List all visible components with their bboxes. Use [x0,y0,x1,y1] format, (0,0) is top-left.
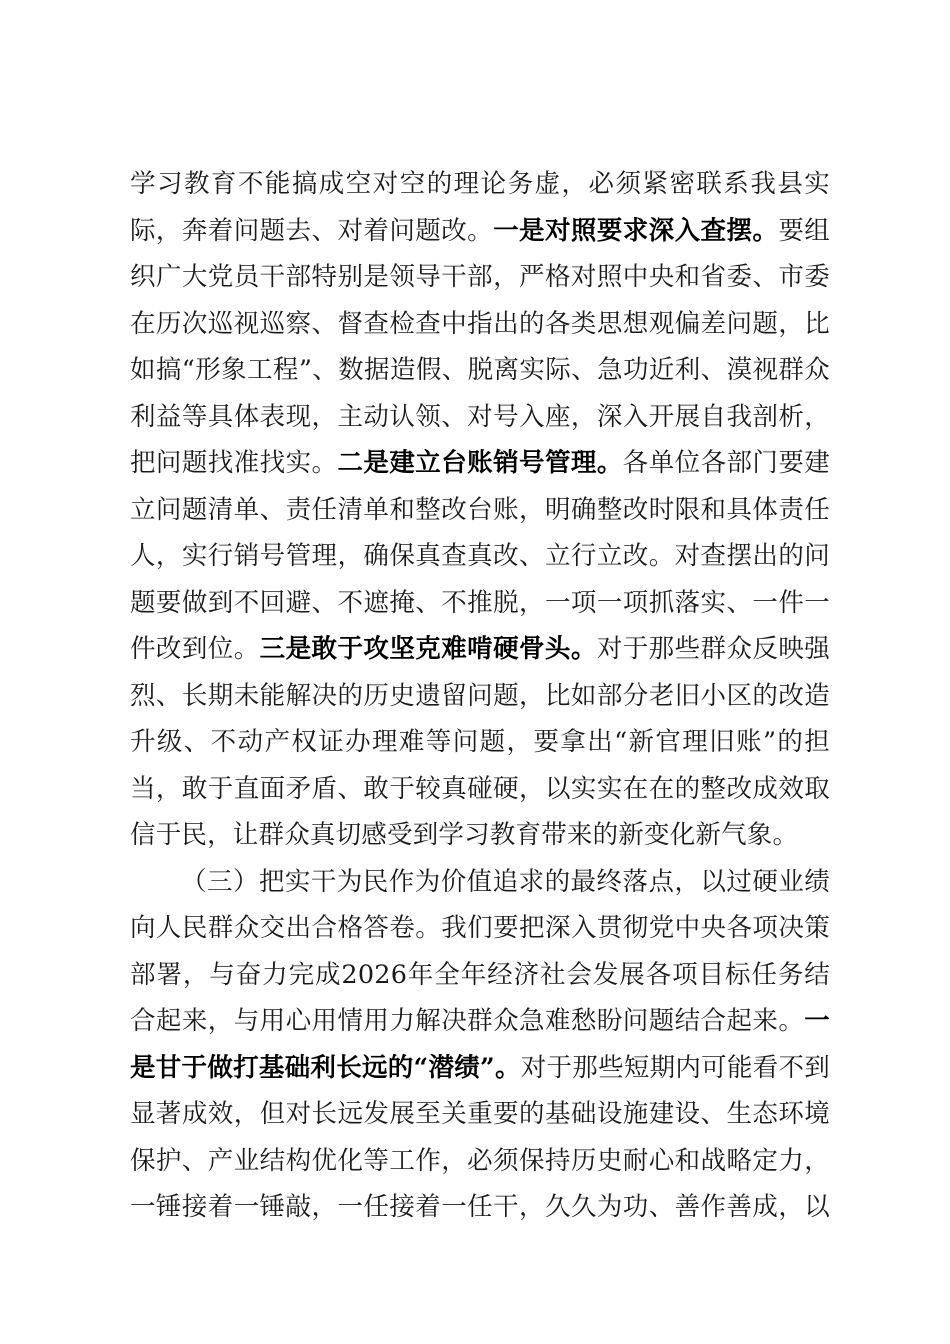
bold-heading-2: 二是建立台账销号管理。 [337,448,623,478]
text-segment: 对于那些群众反映强烈、长期未能解决的历史遗留问题，比如部分老旧小区的改造升级、不动产权证办理难等问题，要拿出“新官理旧账”的担当，敢于直面矛盾、敢于较真碰硬，以实实在在的整改成效取信于民，让群众真切感受到学习教育带来的新变化新气象。 [130,634,830,850]
text-segment: 要组织广大党员干部特别是领导干部，严格对照中央和省委、市委在历次巡视巡察、督查检查中指出的各类思想观偏差问题，比如搞“形象工程”、数据造假、脱离实际、急功近利、漠视群众利益等具体表现，主动认领、对号入座，深入开展自我剖析，把问题找准找实。 [130,215,830,478]
text-segment: （三）把实干为民作为价值追求的最终落点，以过硬业绩向人民群众交出合格答卷。我们要把深入贯彻党中央各项决策部署，与奋力完成2026年全年经济社会发展各项目标任务结合起来，与用心用情用力解决群众急难愁盼问题结合起来。 [130,866,830,1036]
paragraph-1 [130,161,830,859]
bold-heading-4: 一是甘于做打基础利长远的“潜绩”。 [130,1006,830,1083]
bold-heading-1: 一是对照要求深入查摆。 [493,215,779,246]
text-segment: 对于那些短期内可能看不到显著成效，但对长远发展至关重要的基础设施建设、生态环境保护、产业结构优化等工作，必须保持历史耐心和战略定力，一锤接着一锤敲，一任接着一任干，久久为功、善作善成，以 [130,1052,830,1222]
text-segment: 各单位各部门要建立问题清单、责任清单和整改台账，明确整改时限和具体责任人，实行销号管理，确保真查真改、立行立改。对查摆出的问题要做到不回避、不遮掩、不推脱，一项一项抓落实、一件一件改到位。 [130,448,831,664]
text-segment: 学习教育不能搞成空对空的理论务虚，必须紧密联系我县实际，奔着问题去、对着问题改。 [130,169,830,246]
bold-heading-3: 三是敢于攻坚克难啃硬骨头。 [259,634,597,664]
document-body [130,161,830,1231]
paragraph-2 [130,859,830,1231]
